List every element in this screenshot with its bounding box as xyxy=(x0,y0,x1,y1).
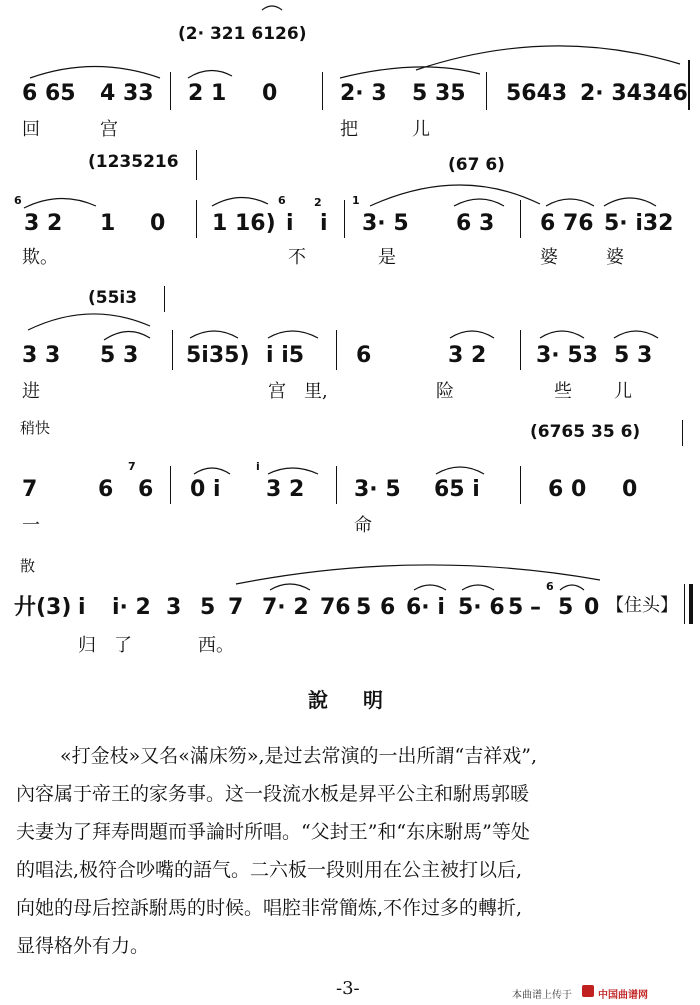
site-name: 中国曲谱网 xyxy=(598,990,648,1001)
row3-note: 3 3 xyxy=(22,343,61,368)
row5-note: 5 xyxy=(356,595,372,620)
grace-note: 6 xyxy=(278,194,286,207)
row2-note: 6 3 xyxy=(456,211,495,236)
row4-note: 7 xyxy=(22,477,38,502)
row5-note: 7 xyxy=(228,595,244,620)
row2-note: i xyxy=(320,211,328,236)
row1-lyric: 宫 xyxy=(100,119,118,140)
row4-lyric: 一 xyxy=(22,515,40,536)
row2-note: 0 xyxy=(150,211,166,236)
row1-prelude: (2· 321 6126) xyxy=(178,24,307,44)
row5-note: – xyxy=(530,595,541,620)
row2-note: 3 2 xyxy=(24,211,63,236)
grace-note: 7 xyxy=(128,460,136,473)
row3-lyric: 险 xyxy=(436,381,454,402)
row4-note: 3· 5 xyxy=(354,477,401,502)
row1-note: 4 33 xyxy=(100,81,154,106)
row5-lyric: 了 xyxy=(114,635,132,656)
row4-note: 65 i xyxy=(434,477,480,502)
row2-lyric: 欺。 xyxy=(22,247,58,268)
row5-note: 5· 6 xyxy=(458,595,505,620)
row2-note: 3· 5 xyxy=(362,211,409,236)
row3-note: 3· 53 xyxy=(536,343,598,368)
row5-note: 0 xyxy=(584,595,600,620)
row3-note: 3 2 xyxy=(448,343,487,368)
row1-note: 2 1 xyxy=(188,81,227,106)
row4-note: 6 xyxy=(98,477,114,502)
row3-note: 6 xyxy=(356,343,372,368)
grace-note: 6 xyxy=(546,580,554,593)
row2-prelude-2: (67 6) xyxy=(448,155,505,175)
row3-note: i i5 xyxy=(266,343,305,368)
explanation-line: 夫妻为了拜寿問題而爭論时所唱。“父封王”和“东床駙馬”等处 xyxy=(16,821,530,843)
row1-note: 5 35 xyxy=(412,81,466,106)
row5-note: i xyxy=(78,595,86,620)
row2-lyric: 不 xyxy=(288,247,306,268)
row3-lyric: 些 xyxy=(554,381,572,402)
row2-note: i xyxy=(286,211,294,236)
row2-note: 5· i32 xyxy=(604,211,674,236)
grace-note: 1 xyxy=(352,194,360,207)
row1-lyric: 把 xyxy=(340,119,358,140)
row3-note: 5i35) xyxy=(186,343,250,368)
explanation-line: 向她的母后控訴駙馬的时候。唱腔非常簡炼,不作过多的轉折, xyxy=(16,897,523,919)
explanation-title: 說 明 xyxy=(308,688,397,712)
row2-lyric: 婆 xyxy=(540,247,558,268)
row4-note: 6 0 xyxy=(548,477,587,502)
row2-note: 1 xyxy=(100,211,116,236)
row5-note: 6· i xyxy=(406,595,445,620)
row1-note: 2· 34346 xyxy=(580,81,688,106)
row3-lyric: 里, xyxy=(304,381,328,402)
row5-note: 5 xyxy=(558,595,574,620)
row2-lyric: 是 xyxy=(378,247,396,268)
page-number: -3- xyxy=(336,978,360,999)
row5-note: 7· 2 xyxy=(262,595,309,620)
upload-note: 本曲谱上传于 xyxy=(512,990,572,1001)
explanation-line: 的唱法,极符合吵嘴的語气。二六板一段则用在公主被打以后, xyxy=(16,859,523,881)
row1-lyric: 儿 xyxy=(412,119,430,140)
row3-note: 5 3 xyxy=(614,343,653,368)
row1-note: 2· 3 xyxy=(340,81,387,106)
row5-note: i· 2 xyxy=(112,595,151,620)
row4-note: 6 xyxy=(138,477,154,502)
row4-note: 0 xyxy=(622,477,638,502)
row4-note: 0 i xyxy=(190,477,221,502)
row5-lyric: 归 xyxy=(78,635,96,656)
grace-note: 6 xyxy=(14,194,22,207)
tempo-marking: 稍快 xyxy=(20,419,51,437)
site-logo-icon xyxy=(582,985,594,997)
row3-prelude: (55i3 xyxy=(88,288,138,308)
row5-note: 廾(3) xyxy=(14,595,72,620)
row2-note: 6 76 xyxy=(540,211,594,236)
grace-note: 2 xyxy=(314,196,322,209)
grace-note: i xyxy=(256,460,260,473)
row3-lyric: 儿 xyxy=(614,381,632,402)
row5-note: 76 xyxy=(320,595,351,620)
ending-marking: 【住头】 xyxy=(606,595,678,616)
row5-note: 3 xyxy=(166,595,182,620)
row4-lyric: 命 xyxy=(354,515,372,536)
row1-note: 6 65 xyxy=(22,81,76,106)
row1-note: 0 xyxy=(262,81,278,106)
row2-note: 1 16) xyxy=(212,211,276,236)
explanation-line: 显得格外有力。 xyxy=(16,935,150,957)
row4-note: 3 2 xyxy=(266,477,305,502)
row5-lyric: 西。 xyxy=(198,635,234,656)
tempo-marking: 散 xyxy=(20,557,36,575)
row5-note: 5 xyxy=(508,595,524,620)
row4-prelude: (6765 35 6) xyxy=(530,422,641,442)
row3-lyric: 宫 xyxy=(268,381,286,402)
row2-prelude: (1235216 xyxy=(88,152,179,172)
row5-note: 6 xyxy=(380,595,396,620)
row5-note: 5 xyxy=(200,595,216,620)
row1-note: 5643 xyxy=(506,81,568,106)
row1-lyric: 回 xyxy=(22,119,40,140)
row3-note: 5 3 xyxy=(100,343,139,368)
explanation-line: «打金枝»又名«滿床笏»,是过去常演的一出所謂“吉祥戏”, xyxy=(60,745,538,767)
explanation-line: 內容属于帝王的家务事。这一段流水板是昇平公主和駙馬郭暖 xyxy=(16,783,530,805)
row3-lyric: 进 xyxy=(22,381,40,402)
row2-lyric: 婆 xyxy=(606,247,624,268)
